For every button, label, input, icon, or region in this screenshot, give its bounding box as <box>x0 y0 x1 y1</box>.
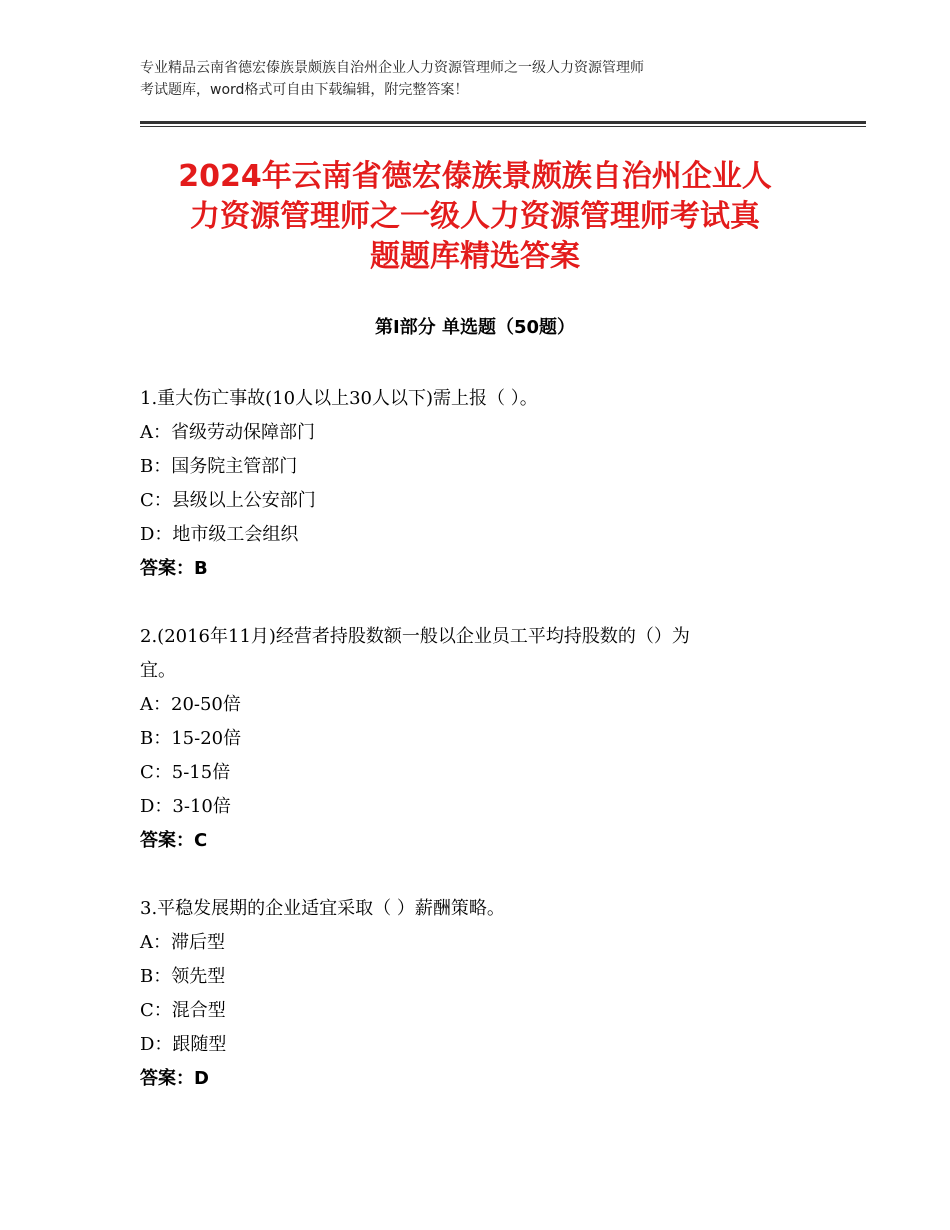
header-note-line-1: 专业精品云南省德宏傣族景颇族自治州企业人力资源管理师之一级人力资源管理师 <box>140 60 644 76</box>
question-stem-line: 宜。 <box>140 660 176 681</box>
option-d: D：跟随型 <box>140 1034 227 1055</box>
question-1 <box>140 382 820 586</box>
section-title: 第Ⅰ部分 单选题（50题） <box>374 317 575 338</box>
header-note-line-2: 考试题库，word格式可自由下载编辑，附完整答案！ <box>140 82 469 98</box>
option-d: D：3-10倍 <box>140 796 231 817</box>
question-stem-line: 2.(2016年11月)经营者持股数额一般以企业员工平均持股数的（）为 <box>140 626 690 647</box>
option-b: B：领先型 <box>140 966 226 987</box>
option-c: C：5-15倍 <box>140 762 231 783</box>
option-c: C：混合型 <box>140 1000 226 1021</box>
option-c: C：县级以上公安部门 <box>140 490 316 511</box>
option-a: A：20-50倍 <box>140 694 241 715</box>
document-title-line-3: 题题库精选答案 <box>370 239 580 274</box>
answer: 答案：B <box>140 558 208 579</box>
question-list <box>140 382 820 1130</box>
document-title <box>130 157 820 277</box>
question-stem-line: 1.重大伤亡事故(10人以上30人以下)需上报（ ）。 <box>140 388 538 409</box>
document-title-line-1: 2024年云南省德宏傣族景颇族自治州企业人 <box>178 159 772 194</box>
question-stem <box>140 892 820 926</box>
answer: 答案：D <box>140 1068 209 1089</box>
answer: 答案：C <box>140 830 208 851</box>
header-divider-thin <box>140 126 866 127</box>
document-title-line-2: 力资源管理师之一级人力资源管理师考试真 <box>190 199 760 234</box>
option-d: D：地市级工会组织 <box>140 524 299 545</box>
option-b: B：15-20倍 <box>140 728 242 749</box>
question-3 <box>140 892 820 1096</box>
option-a: A：滞后型 <box>140 932 225 953</box>
option-a: A：省级劳动保障部门 <box>140 422 315 443</box>
question-stem-line: 3.平稳发展期的企业适宜采取（ ）薪酬策略。 <box>140 898 505 919</box>
question-2 <box>140 620 820 858</box>
question-stem <box>140 620 820 688</box>
header-note <box>140 57 820 101</box>
header-divider-thick <box>140 121 866 124</box>
option-b: B：国务院主管部门 <box>140 456 298 477</box>
question-stem <box>140 382 820 416</box>
